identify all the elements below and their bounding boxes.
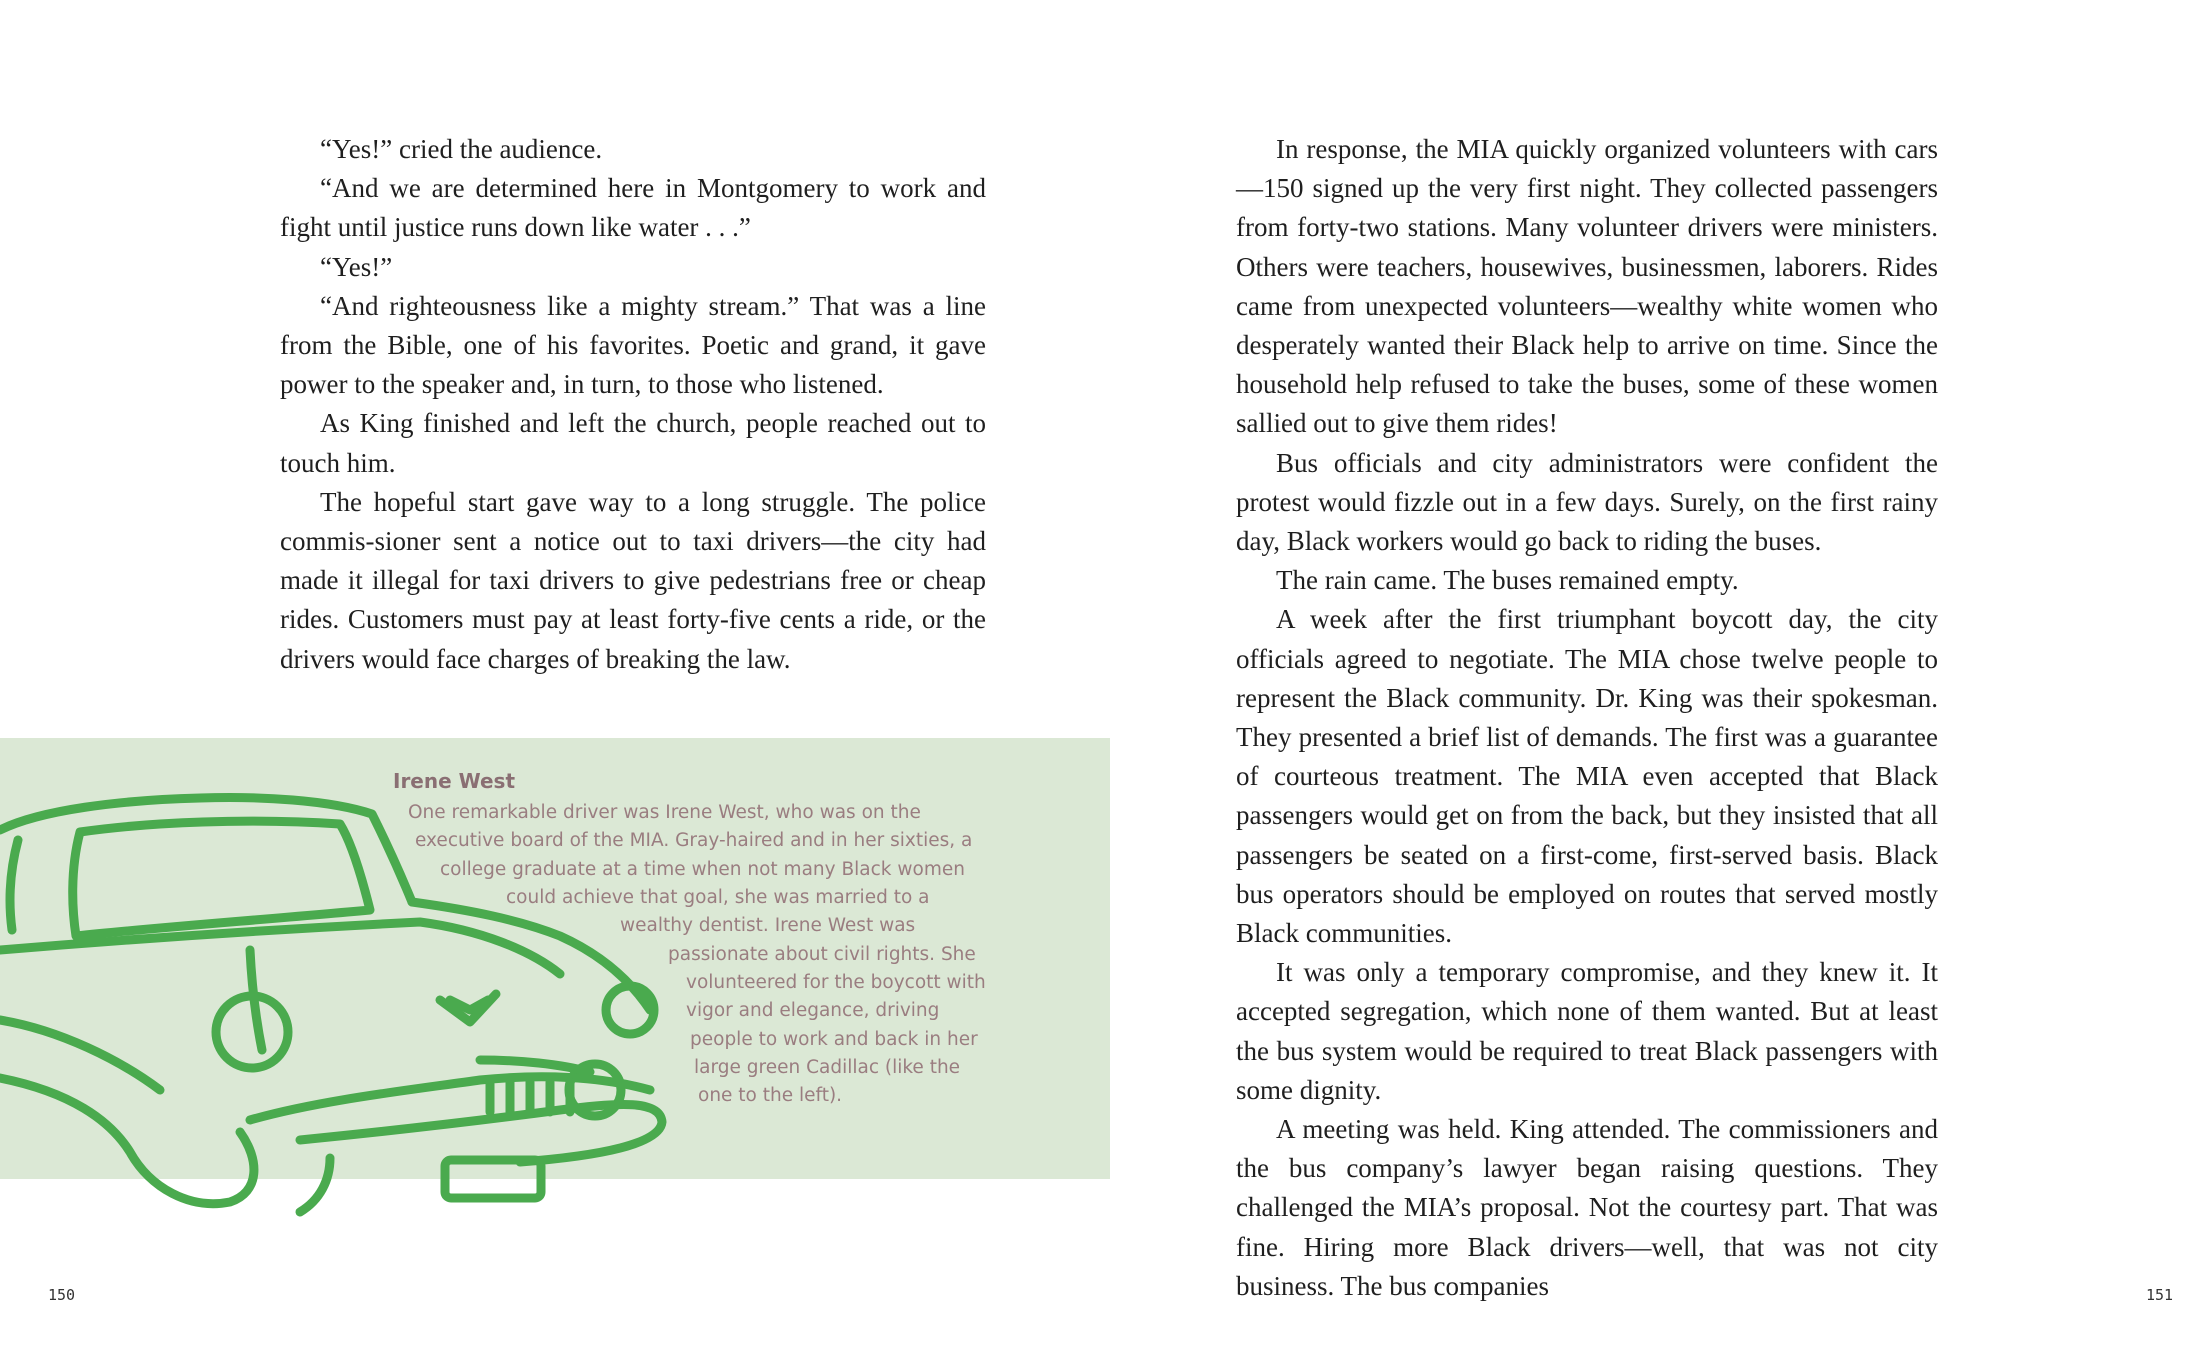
sidebar-line: people to work and back in her (690, 1029, 978, 1050)
sidebar-line: One remarkable driver was Irene West, who was on the (408, 802, 921, 823)
sidebar-line: one to the left). (698, 1085, 843, 1106)
left-paragraph: “Yes!” cried the audience. (320, 134, 603, 164)
sidebar-title: Irene West (393, 769, 516, 793)
right-paragraph: It was only a temporary compromise, and they knew it. It accepted segregation, which none of them wanted. But at least the bus system would be required to treat Black passengers with some dignity. (1236, 957, 1938, 1105)
left-page-text (280, 130, 986, 679)
sidebar-line: wealthy dentist. Irene West was (620, 915, 916, 936)
sidebar-line: college graduate at a time when not many Black women (440, 859, 965, 880)
right-page-text (1236, 130, 1938, 1306)
sidebar-line: vigor and elegance, driving (686, 1000, 940, 1021)
right-paragraph: Bus officials and city administrators were confident the protest would fizzle out in a few days. Surely, on the first rainy day, Black workers would go back to riding the buses. (1236, 447, 1938, 557)
page-number-right: 151 (2146, 1286, 2174, 1304)
right-paragraph: A week after the first triumphant boycott day, the city officials agreed to negotiate. The MIA chose twelve people to represent the Black community. Dr. King was their spokesman. They presented a brief list of demands. The first was a guarantee of courteous treatment. The MIA even accepted that Black passengers would get on from the back, but they insisted that all passengers be seated on a first-come, first-served basis. Black bus operators should be employed on routes that served mostly Black communities. (1236, 604, 1938, 949)
left-paragraph: As King finished and left the church, people reached out to touch him. (280, 408, 986, 478)
sidebar-line: could achieve that goal, she was married to a (506, 887, 930, 908)
right-paragraph: The rain came. The buses remained empty. (1276, 565, 1739, 596)
sidebar-line: volunteered for the boycott with (686, 972, 986, 993)
left-paragraph: “And we are determined here in Montgomery to work and fight until justice runs down like water . . .” (280, 173, 986, 243)
sidebar-line: executive board of the MIA. Gray-haired and in her sixties, a (415, 830, 973, 851)
sidebar-line: large green Cadillac (like the (694, 1057, 961, 1078)
page-number-left: 150 (48, 1286, 76, 1304)
left-paragraph: “And righteousness like a mighty stream.” That was a line from the Bible, one of his favorites. Poetic and grand, it gave power to the speaker and, in turn, to those who listened. (280, 290, 986, 400)
right-paragraph: In response, the MIA quickly organized volunteers with cars—150 signed up the very first night. They collected passengers from forty-two stations. Many volunteer drivers were ministers. Others were teachers, housewives, businessmen, laborers. Rides came from unexpected volunteers—wealthy white women who desperately wanted their Black help to arrive on time. Since the household help refused to take the buses, some of these women sallied out to give them rides! (1236, 134, 1938, 439)
left-paragraph: “Yes!” (320, 251, 393, 282)
right-paragraph: A meeting was held. King attended. The commissioners and the bus company’s lawyer began raising questions. They challenged the MIA’s proposal. Not the courtesy part. That was fine. Hiring more Black drivers—well, that was not city business. The bus companies (1236, 1114, 1938, 1301)
sidebar-line: passionate about civil rights. She (668, 944, 976, 965)
left-paragraph: The hopeful start gave way to a long struggle. The police commis-sioner sent a notice out to taxi drivers—the city had made it illegal for taxi drivers to give pedestrians free or cheap rides. Customers must pay at least forty-five cents a ride, or the drivers would face charges of breaking the law. (280, 486, 986, 674)
